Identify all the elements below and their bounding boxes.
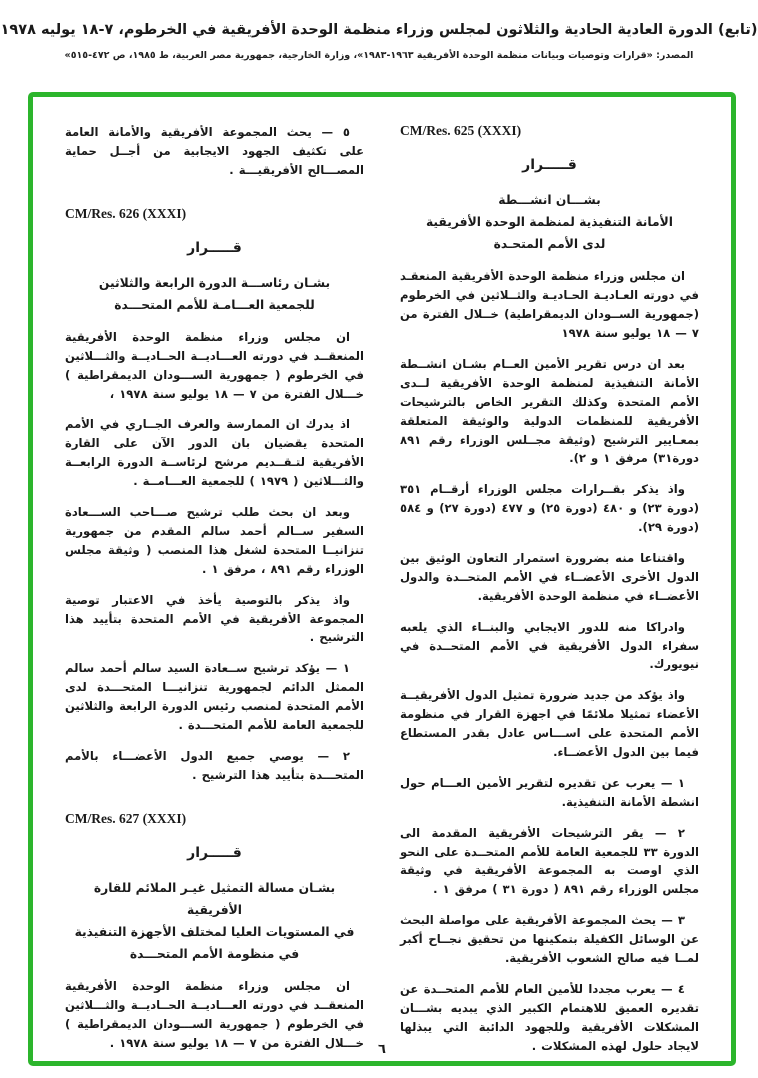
subject-line: بشـان مسالة التمثيل غيـر الملائم للقارة الأفريقية [93,880,336,917]
document-title: (تابع) الدورة العادية الحادية والثلاثون لمجلس وزراء منظمة الوحدة الأفريقية في الخرطوم، ٧-١٨ يوليه ١٩٧٨ [0,22,758,38]
resolution-paragraph: واذ يذكر بالتوصية يأخذ في الاعتبار توصية المجموعة الأفريقية في الأمم المتحدة بتأييد هذا الترشيح . [65,592,364,645]
resolution-operative-paragraph: ٤ — يعرب مجددا للأمين العام للأمم المتحــدة عن تقديره العميق للاهتمام الكبير الذي يبديه بشـــان المشكلات الأفريقية وللجهود الدائبة التي يبذلها لايجاد حلول لهذه المشكلات . [400,981,699,1053]
decision-heading-626: قـــــرار [187,239,242,256]
resolution-number-627: CM/Res. 627 (XXXI) [65,810,187,826]
resolution-paragraph: ان مجلس وزراء منظمة الوحدة الأفريقية المنعقــد في دورته العـــاديــة الحــاديــة والثـــلاثين في الخرطوم ( جمهورية الســـودان الديمقراطية ) خـــلال الفترة من ٧ — ١٨ يوليو سنة ١٩٧٨ ، [65,329,364,401]
subject-line: للجمعية العـــامـة للأمم المتحـــدة [114,297,315,312]
left-column [65,123,364,1050]
resolution-operative-paragraph: ٢ — يقر الترشيحات الأفريقية المقدمة الى الدورة ٣٣ للجمعية العامة للأمم المتحــدة على النحو الذي اوصت به المجموعة الأفريقية في وثيقة مجلس الوزراء رقم ٨٩١ ( دورة ٣١ ) مرفق ١ . [400,825,699,897]
resolution-paragraph: ان مجلس وزراء منظمة الوحدة الأفريقية المنعقــد في دورته العـــاديــة الحــاديــة والثـــلاثين في الخرطوم ( جمهورية الســـودان الديمقراطية ) خـــلال الفترة من ٧ — ١٨ يوليو سنة ١٩٧٨ . [65,979,364,1050]
document-header [0,0,758,61]
resolution-operative-paragraph: ١ — يعرب عن تقديره لتقرير الأمين العـــام حول انشطة الأمانة التنفيذية. [400,775,699,809]
page-frame [28,92,736,1066]
subject-line: بشـان رئاســـة الدورة الرابعة والثلاثين [98,275,331,290]
resolution-subject-626 [65,272,364,316]
resolution-operative-paragraph: ٣ — يحث المجموعة الأفريقية على مواصلة البحث عن الوسائل الكفيلة بتمكينها من تحقيق نجــاح أكبر لمــا فيه صالح الشعوب الأفريقية. [400,913,699,965]
resolution-number-625: CM/Res. 625 (XXXI) [400,123,522,138]
decision-heading-625: قـــــرار [522,157,577,173]
resolution-number-626: CM/Res. 626 (XXXI) [65,205,187,221]
page-number: ٦ [378,1042,386,1057]
subject-line: في المستويات العليا لمختلف الأجهزة التنفيذية [74,924,355,939]
resolution-paragraph: بعد ان درس تقرير الأمين العــام بشـان انشــطة الأمانة التنفيذية لمنظمة الوحدة الأفريقية لــدى الأمم المتحدة وكذلك التقرير الخاص بالترشيحات الأفريقية للمنظمات الدولية والوثيقة المتعلقة بمعـايير الترشيح (وثيقة مجــلس الوزراء رقم ٨٩١ دورة٣١) مرفق ١ و ٢). [400,356,699,466]
resolution-paragraph: ان مجلس وزراء منظمة الوحدة الأفريقية المنعقـد في دورته العـاديـة الحـاديـة والثــلاثين في الخرطوم (جمهورية الســودان الديمقراطية) خــلال الفترة من ٧ — ١٨ يوليو سنة ١٩٧٨ [400,269,699,341]
subject-line: لدى الأمم المتحـدة [493,237,606,252]
resolution-subject-627 [65,877,364,966]
resolution-operative-paragraph: ٥ — يحث المجموعة الأفريقية والأمانة العامة على تكثيف الجهود الايجابية من أجــل حماية المصـــالح الأفريقيـــة . [65,125,364,177]
resolution-paragraph: واذ يؤكد من جديد ضرورة تمثيل الدول الأفريقيــة الأعضاء تمثيلا ملائمًا في اجهزة القرار في منظومة الأمم المتحدة على اســـاس عادل بقدر المستطاع فيما بين الدول الأعضــاء. [400,688,699,759]
resolution-operative-paragraph: ٢ — يوصي جميع الدول الأعضـــاء بالأمم المتحـــدة بتأييد هذا الترشيح . [65,748,364,782]
resolution-paragraph: واذ يذكر بقــرارات مجلس الوزراء أرقــام ٣٥١ (دورة ٢٣) و ٤٨٠ (دورة ٢٥) و ٤٧٧ (دورة ٢٧) و ٥٨٤ (دورة ٢٩). [400,482,700,535]
resolution-section-627 [65,811,364,1053]
subject-line: في منظومة الأمم المتحـــدة [129,947,300,961]
resolution-paragraph: وادراكا منه للدور الايجابي والبنــاء الذي يلعبه سفراء الدول الأفريقية في الأمم المتحــدة في نيويورك. [400,619,699,672]
two-column-layout [65,123,700,1053]
subject-line: بشـــان انشـــطة [498,193,601,207]
subject-line: الأمانة التنفيذية لمنظمة الوحدة الأفريقية [425,215,674,230]
document-source-line: المصدر: «قرارات وتوصيات وبيانات منظمة الوحدة الأفريقية ١٩٦٣-١٩٨٣»، وزارة الخارجية، جمهورية مصر العربية، ط ١٩٨٥، ص ٤٧٢-٥١٥» [64,50,694,62]
resolution-section-626 [65,206,364,785]
decision-heading-627: قـــــرار [187,844,242,861]
resolution-paragraph: وبعد ان بحث طلب ترشيح صـــاحب الســـعادة السفير ســالم أحمد سالم المقدم من جمهورية تنزانيــا المتحدة لشغل هذا المنصب ( وثيقة مجلس الوزراء رقم ٨٩١ ، مرفق ١ . [65,505,364,576]
resolution-paragraph: واقتناعا منه بضرورة استمرار التعاون الوثيق بين الدول الأخرى الأعضــاء في الأمم المتحــدة والدول الأعضــاء في منظمة الوحدة الأفريقية. [400,550,699,603]
right-column [400,123,700,1053]
resolution-operative-paragraph: ١ — يؤكد ترشيح ســعادة السيد سالم أحمد سالم الممثل الدائم لجمهورية تنزانيـــا المتحـــدة لدى الأمم المتحدة لمنصب رئيس الدورة الرابعة والثلاثين للجمعية العامة للأمم المتحـــدة . [65,661,364,732]
resolution-subject-625 [400,189,699,255]
resolution-paragraph: اذ يدرك ان الممارسة والعرف الجــاري في الأمم المتحدة يقضيان بان الدور الآن على القارة الأفريقية لتـقــديم مرشح لرئاســة الدورة الرابعــة والثـــلاثين ( ١٩٧٩ ) للجمعية العـــامــة . [65,417,364,489]
